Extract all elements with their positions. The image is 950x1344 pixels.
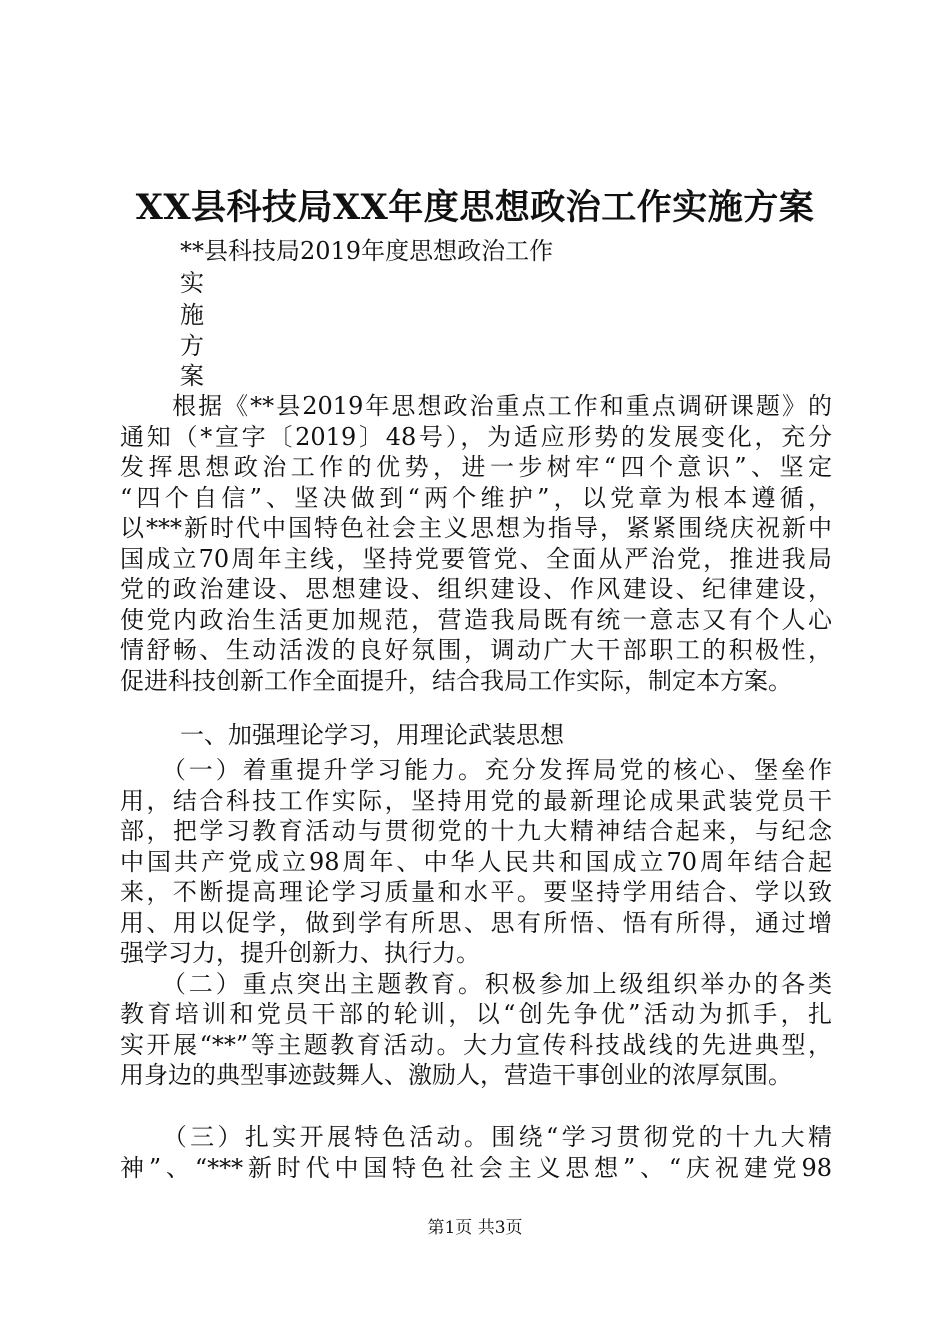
text-line: 来，不断提高理论学习质量和水平。要坚持学用结合、学以致 [120, 878, 832, 906]
paragraph-intro [120, 391, 832, 696]
text-line: 实开展“**”等主题教育活动。大力宣传科技战线的先进典型， [120, 1030, 832, 1059]
subtitle-line: **县科技局2019年度思想政治工作 [180, 237, 554, 265]
subtitle-char: 案 [180, 362, 204, 390]
section-heading: 一、加强理论学习，用理论武装思想 [180, 721, 564, 749]
text-line: 神”、“***新时代中国特色社会主义思想”、“庆祝建党98 [120, 1153, 832, 1182]
text-line: 部，把学习教育活动与贯彻党的十九大精神结合起来，与纪念 [120, 817, 832, 845]
subtitle-char: 施 [180, 301, 204, 329]
text-line: 情舒畅、生动活泼的良好氛围，调动广大干部职工的积极性， [120, 636, 832, 664]
text-line: 根据《**县2019年思想政治重点工作和重点调研课题》的 [120, 392, 832, 420]
text-line: 用身边的典型事迹鼓舞人、激励人，营造干事创业的浓厚氛围。 [120, 1061, 792, 1089]
text-line: 用、用以促学，做到学有所思、思有所悟、悟有所得，通过增 [120, 908, 832, 937]
text-line: 促进科技创新工作全面提升，结合我局工作实际，制定本方案。 [120, 666, 792, 695]
paragraph-section-1-continued [120, 1122, 832, 1183]
text-line: 通知（*宣字〔2019〕48号），为适应形势的发展变化，充分 [120, 422, 832, 451]
text-line: 用，结合科技工作实际，坚持用党的最新理论成果武装党员干 [120, 786, 832, 815]
document-title: XX县科技局XX年度思想政治工作实施方案 [135, 187, 815, 228]
page-footer: 第1页 共3页 [427, 1218, 523, 1238]
subtitle-char: 方 [180, 332, 204, 360]
text-line: 中国共产党成立98周年、中华人民共和国成立70周年结合起 [120, 847, 832, 876]
paragraph-section-1 [120, 755, 832, 1091]
text-line: 使党内政治生活更加规范，营造我局既有统一意志又有个人心 [120, 605, 832, 634]
text-line: 教育培训和党员干部的轮训，以“创先争优”活动为抓手，扎 [120, 1000, 832, 1028]
text-line: （一）着重提升学习能力。充分发挥局党的核心、堡垒作 [120, 756, 832, 784]
text-line: 发挥思想政治工作的优势，进一步树牢“四个意识”、坚定 [120, 453, 832, 481]
text-line: （二）重点突出主题教育。积极参加上级组织举办的各类 [120, 969, 832, 998]
text-line: “四个自信”、坚决做到“两个维护”，以党章为根本遵循， [120, 483, 832, 512]
subtitle-char: 实 [180, 269, 204, 297]
text-line: 强学习力，提升创新力、执行力。 [120, 939, 480, 967]
text-line: 国成立70周年主线，坚持党要管党、全面从严治党，推进我局 [120, 544, 832, 573]
text-line: 以***新时代中国特色社会主义思想为指导，紧紧围绕庆祝新中 [120, 514, 832, 542]
text-line: （三）扎实开展特色活动。围绕“学习贯彻党的十九大精 [120, 1123, 832, 1151]
text-line: 党的政治建设、思想建设、组织建设、作风建设、纪律建设， [120, 575, 832, 603]
